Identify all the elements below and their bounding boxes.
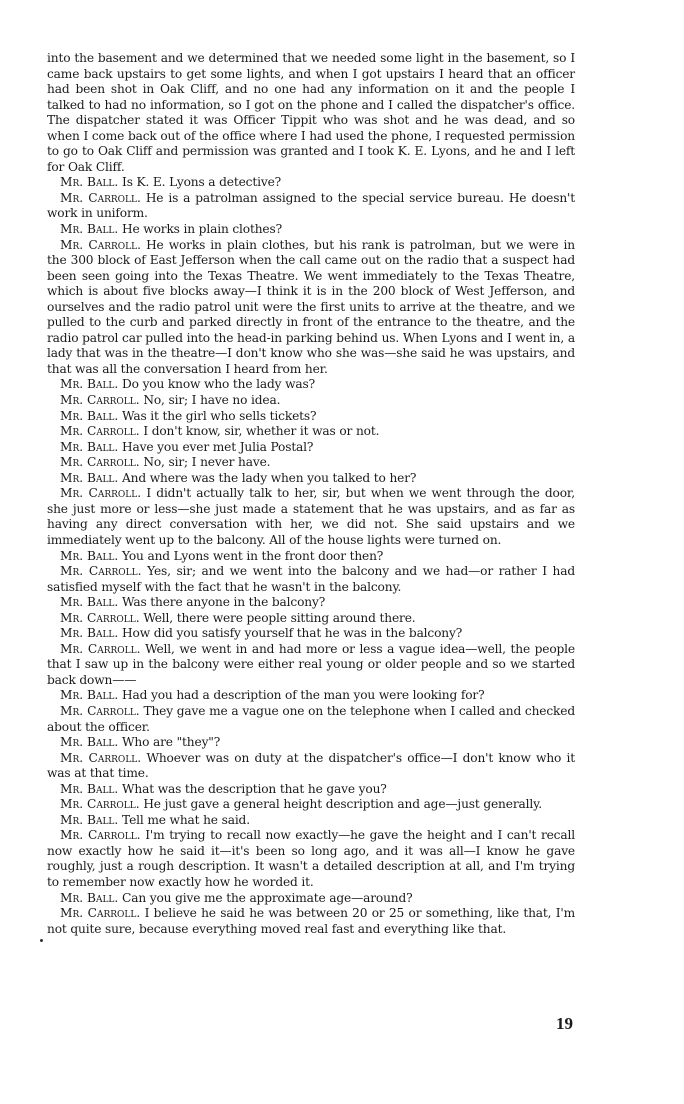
speech-text: Is K. E. Lyons a detective? [122,175,282,190]
speech-text: Was there anyone in the balcony? [122,595,326,610]
testimony-paragraph [47,175,575,191]
speaker-name: Mr. Carroll. [60,564,142,579]
speech-text: How did you satisfy yourself that he was in the balcony? [122,626,463,641]
speech-text: Do you know who the lady was? [122,377,316,392]
testimony-paragraph [47,688,575,704]
speaker-name: Mr. Carroll. [60,610,140,625]
speaker-name: Mr. Carroll. [60,797,140,812]
testimony-paragraph [47,595,575,611]
testimony-paragraph [47,626,575,642]
testimony-paragraph [47,486,575,548]
speech-text: Well, there were people sitting around there. [143,610,416,625]
speaker-name: Mr. Ball. [60,377,119,392]
speaker-name: Mr. Carroll. [60,486,142,501]
speaker-name: Mr. Ball. [60,470,119,485]
speaker-name: Mr. Ball. [60,548,119,563]
stray-ink-mark [40,939,43,942]
speech-text: Can you give me the approximate age—around? [122,890,413,905]
testimony-paragraph [47,642,575,689]
testimony-text [47,51,575,937]
speech-text: I didn't actually talk to her, sir, but when we went through the door, she just more or less—she just made a statement that he was upstairs, and as far as having any direct conversation with her, we did not. She said upstairs and we immediately went up to the balcony. All of the house lights were turned on. [47,486,575,547]
testimony-paragraph [47,471,575,487]
speech-text: No, sir; I never have. [143,455,271,470]
speech-text: He is a patrolman assigned to the special service bureau. He doesn't work in uniform. [47,190,575,221]
speech-text: No, sir; I have no idea. [143,393,281,408]
speech-text: He just gave a general height description and age—just generally. [143,797,542,812]
speech-text: Well, we went in and had more or less a vague idea—well, the people that I saw up in the balcony were either real young or older people and so we started back down—— [47,641,575,687]
speaker-name: Mr. Carroll. [60,190,141,205]
speech-text: You and Lyons went in the front door then? [122,548,384,563]
speaker-name: Mr. Ball. [60,222,119,237]
testimony-paragraph [47,797,575,813]
exchange-list [47,175,575,937]
speaker-name: Mr. Carroll. [60,828,141,843]
speech-text: Have you ever met Julia Postal? [122,439,314,454]
speaker-name: Mr. Carroll. [60,750,142,765]
testimony-paragraph [47,238,575,378]
speaker-name: Mr. Ball. [60,735,119,750]
speech-text: They gave me a vague one on the telephone when I called and checked about the officer. [47,703,575,734]
speech-text: I'm trying to recall now exactly—he gave the height and I can't recall now exactly how he said it—it's been so long ago, and it was all—I know he gave roughly, just a rough description. It wasn't a detailed description at all, and I'm trying to remember now exactly how he worded it. [47,828,575,889]
speech-text: Yes, sir; and we went into the balcony and we had—or rather I had satisfied myself with the fact that he wasn't in the balcony. [47,564,575,594]
testimony-paragraph [47,409,575,425]
testimony-paragraph [47,704,575,735]
speaker-name: Mr. Carroll. [60,237,141,252]
testimony-paragraph [47,611,575,627]
testimony-paragraph [47,440,575,456]
speech-text: And where was the lady when you talked to her? [122,470,417,485]
testimony-paragraph [47,828,575,890]
speaker-name: Mr. Ball. [60,688,119,703]
testimony-paragraph [47,751,575,782]
testimony-paragraph [47,549,575,565]
speaker-name: Mr. Carroll. [60,455,140,470]
testimony-paragraph [47,906,575,937]
speaker-name: Mr. Carroll. [60,424,140,439]
speech-text: Had you had a description of the man you were looking for? [122,688,485,703]
testimony-paragraph [47,455,575,471]
testimony-paragraph [47,393,575,409]
testimony-paragraph [47,564,575,595]
speaker-name: Mr. Carroll. [60,703,140,718]
page-number: 19 [556,1014,573,1033]
testimony-paragraph [47,782,575,798]
speaker-name: Mr. Ball. [60,890,119,905]
testimony-paragraph [47,377,575,393]
speech-text: Was it the girl who sells tickets? [122,408,317,423]
speaker-name: Mr. Ball. [60,626,119,641]
speech-text: Whoever was on duty at the dispatcher's office—I don't know who it was at that time. [47,750,575,781]
testimony-paragraph [47,222,575,238]
speaker-name: Mr. Ball. [60,408,119,423]
testimony-paragraph [47,891,575,907]
speech-text: What was the description that he gave you? [122,781,387,796]
speech-text: He works in plain clothes, but his rank is patrolman, but we were in the 300 block of East Jefferson when the call came out on the radio that a suspect had been seen going into the Texas Theatre. We went immediately to the Texas Theatre, which is about five blocks away—I think it is in the 200 block of West Jefferson, and ourselves and the radio patrol unit were the first units to arrive at the theatre, and we pulled to the curb and parked directly in front of the entrance to the theatre, and the radio patrol car pulled into the head-in parking behind us. When Lyons and I went in, a lady that was in the theatre—I don't know who she was—she said he was upstairs, and that was all the conversation I heard from her. [47,237,575,376]
speech-text: I don't know, sir, whether it was or not. [143,424,380,439]
speaker-name: Mr. Ball. [60,781,119,796]
speaker-name: Mr. Carroll. [60,641,141,656]
speaker-name: Mr. Ball. [60,439,119,454]
speaker-name: Mr. Carroll. [60,906,141,921]
testimony-paragraph [47,813,575,829]
testimony-paragraph [47,424,575,440]
speech-text: He works in plain clothes? [122,222,282,237]
speaker-name: Mr. Ball. [60,595,119,610]
speaker-name: Mr. Carroll. [60,393,140,408]
testimony-paragraph [47,735,575,751]
opening-paragraph: into the basement and we determined that we needed some light in the basement, so I came back upstairs to get some lights, and when I got upstairs I heard that an officer had been shot in Oak Cliff, and no one had any information on it and the people I talked to had no information, so I got on the phone and I called the dispatcher's office. The dispatcher stated it was Officer Tippit who was shot and he was dead, and so when I come back out of the office where I had used the phone, I requested permission to go to Oak Cliff and permission was granted and I took K. E. Lyons, and he and I left for Oak Cliff. [47,51,575,174]
speech-text: Who are "they"? [122,735,221,750]
speech-text: Tell me what he said. [122,812,250,827]
speaker-name: Mr. Ball. [60,175,119,190]
speech-text: I believe he said he was between 20 or 25 or something, like that, I'm not quite sure, because everything moved real fast and everything like that. [47,906,575,936]
speaker-name: Mr. Ball. [60,812,119,827]
testimony-paragraph [47,191,575,222]
